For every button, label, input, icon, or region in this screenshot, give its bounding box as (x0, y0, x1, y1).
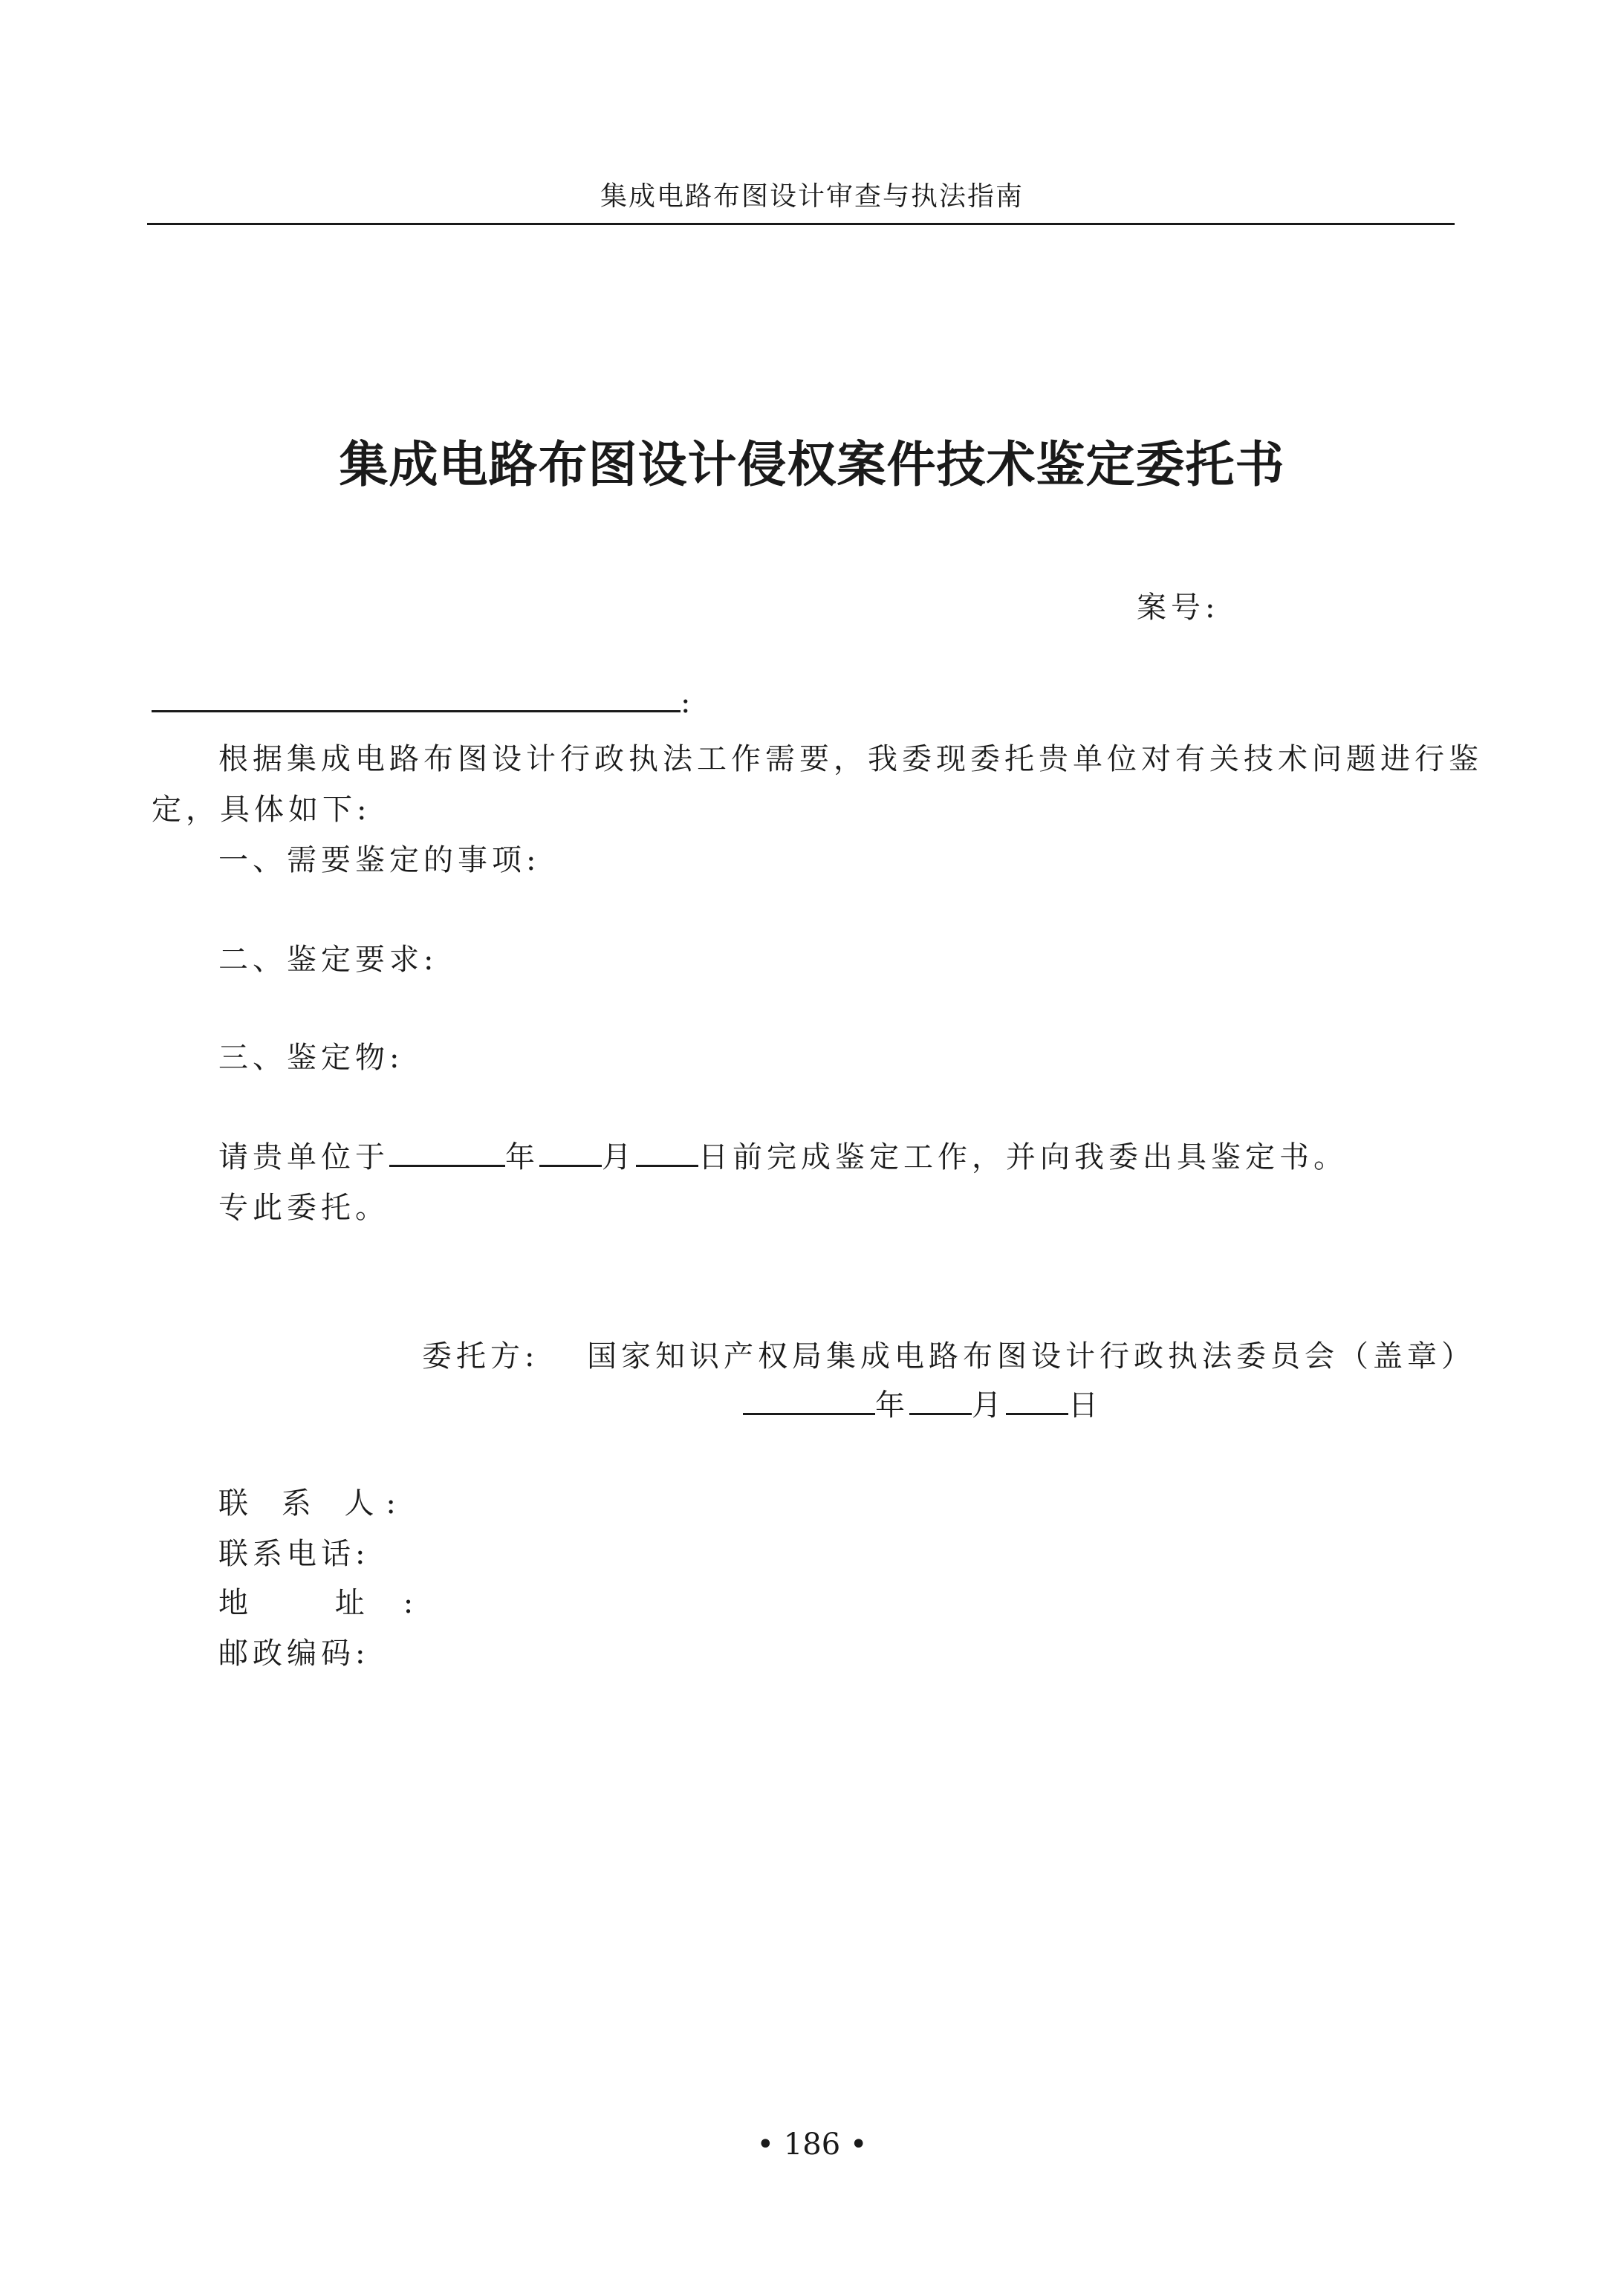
item-matters: 一、需要鉴定的事项: (218, 843, 541, 877)
sign-year-blank (743, 1386, 875, 1415)
document-title: 集成电路布图设计侵权案件技术鉴定委托书 (339, 435, 1285, 493)
recipient-colon: : (681, 686, 695, 720)
closing-line: 专此委托。 (218, 1191, 389, 1225)
sign-year: 年 (875, 1388, 909, 1423)
intro-line-1: 根据集成电路布图设计行政执法工作需要，我委现委托贵单位对有关技术问题进行鉴 (218, 742, 1483, 776)
contact-address-label: 地 址: (218, 1586, 452, 1620)
contact-postal-label: 邮政编码: (218, 1636, 370, 1671)
sign-day: 日 (1068, 1388, 1102, 1423)
deadline-month-blank (539, 1138, 602, 1167)
sign-date-line (743, 1382, 1102, 1424)
sign-month: 月 (972, 1388, 1006, 1423)
item-requirements: 二、鉴定要求: (218, 943, 438, 977)
case-number-label: 案号: (1137, 591, 1220, 625)
deadline-year-blank (389, 1138, 505, 1167)
deadline-year: 年 (505, 1140, 539, 1174)
contact-person-label: 联 系 人: (218, 1486, 408, 1521)
running-header: 集成电路布图设计审查与执法指南 (600, 181, 1024, 212)
principal-name: 国家知识产权局集成电路布图设计行政执法委员会（盖章） (587, 1339, 1475, 1374)
sign-day-blank (1006, 1386, 1068, 1415)
sign-month-blank (909, 1386, 972, 1415)
header-rule (147, 223, 1455, 225)
intro-line-2: 定，具体如下: (152, 793, 371, 827)
deadline-prefix: 请贵单位于 (218, 1140, 389, 1174)
deadline-day-blank (636, 1138, 698, 1167)
principal-label: 委托方: (422, 1339, 539, 1374)
deadline-month: 月 (602, 1140, 636, 1174)
contact-phone-label: 联系电话: (218, 1537, 370, 1571)
deadline-line (218, 1134, 1348, 1176)
recipient-line (152, 683, 695, 720)
item-objects: 三、鉴定物: (218, 1041, 404, 1075)
deadline-suffix: 日前完成鉴定工作，并向我委出具鉴定书。 (698, 1140, 1348, 1174)
recipient-blank (152, 683, 681, 712)
page-number: • 186 • (756, 2127, 868, 2162)
